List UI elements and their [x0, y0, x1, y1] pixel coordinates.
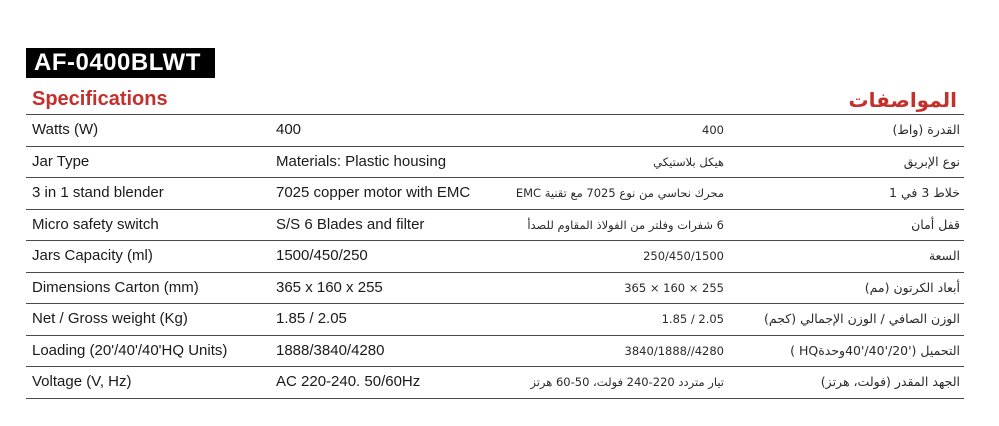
row-value-ar: 4280//3840/1888 [624, 343, 724, 358]
row-value-en: 1888/3840/4280 [276, 341, 385, 359]
spec-table [26, 114, 964, 399]
row-label-ar: السعة [928, 248, 960, 263]
row-value-ar: 2.05 / 1.85 [661, 312, 724, 326]
row-label-en: Micro safety switch [32, 215, 159, 233]
row-label-ar: القدرة (واط) [892, 122, 960, 137]
specifications-heading-ar: المواصفات [848, 88, 957, 112]
row-value-en: 400 [276, 121, 302, 138]
row-label-ar: نوع الإبريق [903, 153, 960, 169]
row-label-en: Net / Gross weight (Kg) [32, 310, 188, 327]
row-value-en: 1500/450/250 [276, 247, 368, 264]
table-row [26, 367, 964, 399]
row-label-ar: التحميل ('20/'40/'40وحدةHQ ) [790, 342, 960, 358]
table-row [26, 210, 964, 242]
row-value-ar: 6 شفرات وفلتر من الفولاذ المقاوم للصدأ [527, 217, 724, 232]
model-number: AF-0400BLWT [26, 48, 215, 78]
row-label-en: Jar Type [32, 152, 90, 170]
table-row [26, 336, 964, 368]
row-label-en: Voltage (V, Hz) [32, 373, 132, 390]
table-row [26, 178, 964, 210]
row-value-ar: محرك نحاسي من نوع 7025 مع تقنية EMC [515, 186, 724, 200]
table-row [26, 114, 964, 147]
row-label-en: Loading (20'/40'/40'HQ Units) [32, 341, 228, 359]
table-row [26, 273, 964, 305]
row-label-ar: أبعاد الكرتون (مم) [864, 279, 960, 295]
specifications-heading-en: Specifications [32, 88, 168, 110]
row-value-en: AC 220-240. 50/60Hz [276, 373, 421, 390]
table-row [26, 241, 964, 273]
row-label-ar: الوزن الصافي / الوزن الإجمالي (كجم) [764, 311, 960, 326]
row-label-ar: خلاط 3 في 1 [889, 185, 960, 200]
row-label-en: Watts (W) [32, 121, 99, 138]
table-row [26, 147, 964, 179]
row-value-ar: تيار متردد 220-240 فولت، 50-60 هرتز [530, 375, 724, 389]
row-value-ar: 400 [702, 123, 724, 137]
table-row [26, 304, 964, 336]
row-value-en: 7025 copper motor with EMC [276, 184, 471, 201]
row-value-en: 365 x 160 x 255 [276, 278, 383, 296]
row-value-en: S/S 6 Blades and filter [276, 215, 425, 233]
row-value-ar: 250/450/1500 [643, 249, 724, 263]
row-value-ar: هيكل بلاستيكي [653, 154, 724, 169]
row-value-ar: 255 × 160 × 365 [624, 280, 724, 295]
row-label-en: Jars Capacity (ml) [32, 247, 153, 264]
row-label-ar: الجهد المقدر (فولت، هرتز) [820, 374, 960, 389]
row-label-en: Dimensions Carton (mm) [32, 278, 199, 296]
row-label-en: 3 in 1 stand blender [32, 184, 164, 201]
row-value-en: 1.85 / 2.05 [276, 310, 347, 327]
row-label-ar: قفل أمان [911, 216, 960, 232]
row-value-en: Materials: Plastic housing [276, 152, 447, 170]
